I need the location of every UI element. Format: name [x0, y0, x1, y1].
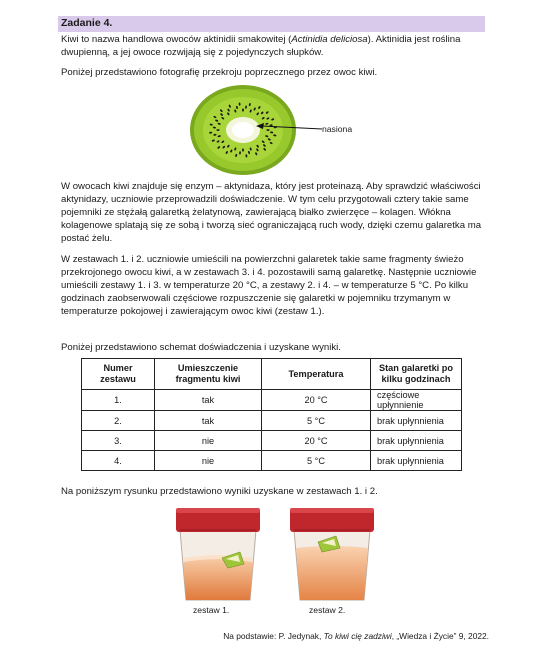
table-cell: 4.	[82, 451, 155, 471]
table-cell: nie	[155, 451, 262, 471]
table-cell: nie	[155, 431, 262, 451]
table-cell: 5 °C	[262, 411, 371, 431]
table-cell: tak	[155, 411, 262, 431]
cup-2-label: zestaw 2.	[309, 605, 346, 615]
header-cell: Stan galaretki po kilku godzinach	[371, 359, 462, 390]
seed-label: nasiona	[322, 124, 353, 134]
cup-set-2-illustration	[284, 500, 380, 604]
kiwi-seed	[216, 129, 219, 131]
table-cell: 20 °C	[262, 390, 371, 411]
cup-set-1-illustration	[170, 500, 266, 604]
results-table	[81, 358, 462, 471]
task-title: Zadanie 4.	[61, 17, 113, 29]
photo-caption: Poniżej przedstawiono fotografię przekroju poprzecznego przez owoc kiwi.	[61, 67, 378, 78]
table-cell: 5 °C	[262, 451, 371, 471]
table-cell: 20 °C	[262, 431, 371, 451]
table-cell: częściowe upłynnienie	[371, 390, 462, 411]
results-caption: Na poniższym rysunku przedstawiono wyniki uzyskane w zestawach 1. i 2.	[61, 486, 378, 497]
table-row	[82, 390, 462, 411]
kiwi-seed	[242, 148, 244, 151]
enzyme-paragraph: W owocach kiwi znajduje się enzym – aktynidaza, który jest proteinazą. Aby sprawdzić właściwości aktynidazy, uczniowie przeprowadzili doświadczenie. W tym celu przygotowali cztery takie same pojemniki ze stężałą galaretką żelatynową, zawierającą białko zwierzęce – kolagen. Włókna kolagenowe splatają się ze sobą i tworzą sieć ograniczającą ruch wody, dzięki czemu galaretka ma postać żelu.	[61, 181, 482, 244]
table-cell: brak upłynnienia	[371, 411, 462, 431]
header-cell: Numer zestawu	[82, 359, 155, 390]
table-row	[82, 411, 462, 431]
kiwi-seed	[242, 108, 244, 111]
table-row	[82, 451, 462, 471]
procedure-paragraph: W zestawach 1. i 2. uczniowie umieścili na powierzchni galaretek takie same fragmenty świeżo przekrojonego owocu kiwi, a w zestawach 3. i 4. pozostawili samą galaretkę. Następnie uczniowie umieścili zestawy 1. i 3. w temperaturze 20 °C, a zestawy 2. i 4. – w temperaturze 5 °C. Po kilku godzinach zaobserwowali częściowe rozpuszczenie się galaretki w pojemniku trzymanym w temperaturze pokojowej i zawierającym owoc kiwi (zestaw 1.).	[61, 254, 477, 317]
seed-pointer-arrow	[254, 120, 324, 134]
task-header-bar	[58, 16, 485, 32]
cup-1-label: zestaw 1.	[193, 605, 230, 615]
source-citation: Na podstawie: P. Jedynak, To kiwi cię zadziwi, „Wiedza i Życie” 9, 2022.	[223, 631, 489, 641]
intro-paragraph: Kiwi to nazwa handlowa owoców aktinidii smakowitej (Actinidia deliciosa). Aktinidia jest roślina dwupienną, a jej owoce rozwijają się z pojedynczych słupków.	[61, 34, 461, 58]
table-header-row	[82, 359, 462, 390]
header-cell: Umieszczenie fragmentu kiwi	[155, 359, 262, 390]
table-cell: 2.	[82, 411, 155, 431]
table-cell: tak	[155, 390, 262, 411]
table-caption: Poniżej przedstawiono schemat doświadczenia i uzyskane wyniki.	[61, 342, 341, 353]
table-cell: brak upłynnienia	[371, 431, 462, 451]
table-cell: 3.	[82, 431, 155, 451]
table-row	[82, 431, 462, 451]
header-cell: Temperatura	[262, 359, 371, 390]
table-cell: brak upłynnienia	[371, 451, 462, 471]
table-cell: 1.	[82, 390, 155, 411]
